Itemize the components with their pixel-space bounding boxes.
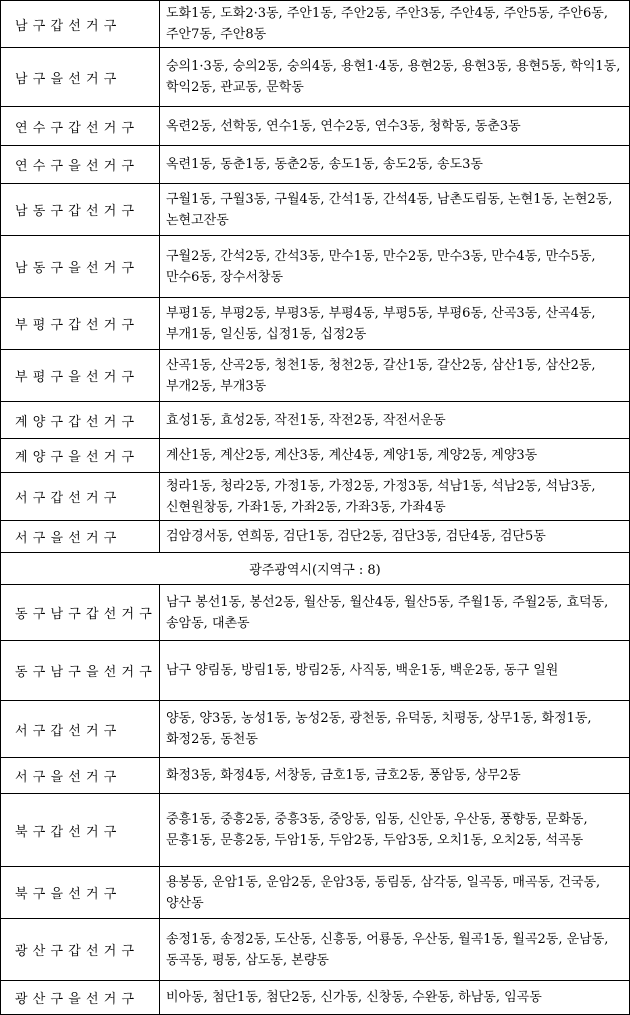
table-row: [1, 298, 630, 350]
district-name: 광산구을선거구: [1, 981, 160, 1015]
district-areas: 부평1동, 부평2동, 부평3동, 부평4동, 부평5동, 부평6동, 산곡3동, 산곡4동, 부개1동, 일신동, 십정1동, 십정2동: [160, 298, 630, 350]
district-name: 부평구을선거구: [1, 350, 160, 402]
district-name: 동구남구을선거구: [1, 641, 160, 701]
district-name: 서구을선거구: [1, 758, 160, 794]
district-name: 남구을선거구: [1, 48, 160, 107]
district-areas: 옥련2동, 선학동, 연수1동, 연수2동, 연수3동, 청학동, 동춘3동: [160, 107, 630, 146]
table-row: [1, 641, 630, 701]
district-areas: 검암경서동, 연희동, 검단1동, 검단2동, 검단3동, 검단4동, 검단5동: [160, 521, 630, 553]
table-row: [1, 146, 630, 184]
district-name: 남구갑선거구: [1, 1, 160, 48]
table-row: [1, 758, 630, 794]
district-name: 계양구갑선거구: [1, 402, 160, 439]
district-name: 광산구갑선거구: [1, 919, 160, 981]
district-areas: 청라1동, 청라2동, 가정1동, 가정2동, 가정3동, 석남1동, 석남2동, 석남3동, 신현원창동, 가좌1동, 가좌2동, 가좌3동, 가좌4동: [160, 473, 630, 521]
table-row: [1, 585, 630, 641]
district-areas: 구월1동, 구월3동, 구월4동, 간석1동, 간석4동, 남촌도림동, 논현1동, 논현2동, 논현고잔동: [160, 184, 630, 236]
table-row: [1, 439, 630, 473]
table-row: [1, 402, 630, 439]
district-name: 서구갑선거구: [1, 473, 160, 521]
district-name: 동구남구갑선거구: [1, 585, 160, 641]
table-row: [1, 521, 630, 553]
district-areas: 남구 봉선1동, 봉선2동, 월산동, 월산4동, 월산5동, 주월1동, 주월2동, 효덕동, 송암동, 대촌동: [160, 585, 630, 641]
district-areas: 옥련1동, 동춘1동, 동춘2동, 송도1동, 송도2동, 송도3동: [160, 146, 630, 184]
table-row: [1, 794, 630, 867]
district-name: 계양구을선거구: [1, 439, 160, 473]
district-name: 부평구갑선거구: [1, 298, 160, 350]
table-row: [1, 981, 630, 1015]
table-row: [1, 107, 630, 146]
section-header-row: [1, 553, 630, 585]
section-header: 광주광역시(지역구 : 8): [1, 553, 630, 585]
table-row: [1, 350, 630, 402]
district-name: 연수구갑선거구: [1, 107, 160, 146]
district-areas: 송정1동, 송정2동, 도산동, 신흥동, 어룡동, 우산동, 월곡1동, 월곡2동, 운남동, 동곡동, 평동, 삼도동, 본량동: [160, 919, 630, 981]
district-areas: 양동, 양3동, 농성1동, 농성2동, 광천동, 유덕동, 치평동, 상무1동, 화정1동, 화정2동, 동천동: [160, 701, 630, 758]
district-areas: 중흥1동, 중흥2동, 중흥3동, 중앙동, 임동, 신안동, 우산동, 풍향동, 문화동, 문흥1동, 문흥2동, 두암1동, 두암2동, 두암3동, 오치1동, 오치2동, 석곡동: [160, 794, 630, 867]
district-name: 서구갑선거구: [1, 701, 160, 758]
district-name: 남동구갑선거구: [1, 184, 160, 236]
district-areas: 효성1동, 효성2동, 작전1동, 작전2동, 작전서운동: [160, 402, 630, 439]
district-areas: 계산1동, 계산2동, 계산3동, 계산4동, 계양1동, 계양2동, 계양3동: [160, 439, 630, 473]
district-areas: 산곡1동, 산곡2동, 청천1동, 청천2동, 갈산1동, 갈산2동, 삼산1동, 삼산2동, 부개2동, 부개3동: [160, 350, 630, 402]
district-name: 서구을선거구: [1, 521, 160, 553]
table-row: [1, 236, 630, 298]
table-row: [1, 867, 630, 919]
district-areas: 도화1동, 도화2·3동, 주안1동, 주안2동, 주안3동, 주안4동, 주안5동, 주안6동, 주안7동, 주안8동: [160, 1, 630, 48]
district-areas: 숭의1·3동, 숭의2동, 숭의4동, 용현1·4동, 용현2동, 용현3동, 용현5동, 학익1동, 학익2동, 관교동, 문학동: [160, 48, 630, 107]
district-areas: 비아동, 첨단1동, 첨단2동, 신가동, 신창동, 수완동, 하남동, 임곡동: [160, 981, 630, 1015]
district-name: 북구을선거구: [1, 867, 160, 919]
table-row: [1, 919, 630, 981]
table-row: [1, 48, 630, 107]
table-row: [1, 701, 630, 758]
district-name: 남동구을선거구: [1, 236, 160, 298]
district-areas: 용봉동, 운암1동, 운암2동, 운암3동, 동림동, 삼각동, 일곡동, 매곡동, 건국동, 양산동: [160, 867, 630, 919]
district-areas: 구월2동, 간석2동, 간석3동, 만수1동, 만수2동, 만수3동, 만수4동, 만수5동, 만수6동, 장수서창동: [160, 236, 630, 298]
district-name: 연수구을선거구: [1, 146, 160, 184]
district-name: 북구갑선거구: [1, 794, 160, 867]
table-row: [1, 473, 630, 521]
table-row: [1, 1, 630, 48]
table-row: [1, 184, 630, 236]
district-areas: 남구 양림동, 방림1동, 방림2동, 사직동, 백운1동, 백운2동, 동구 일원: [160, 641, 630, 701]
district-areas: 화정3동, 화정4동, 서창동, 금호1동, 금호2동, 풍암동, 상무2동: [160, 758, 630, 794]
